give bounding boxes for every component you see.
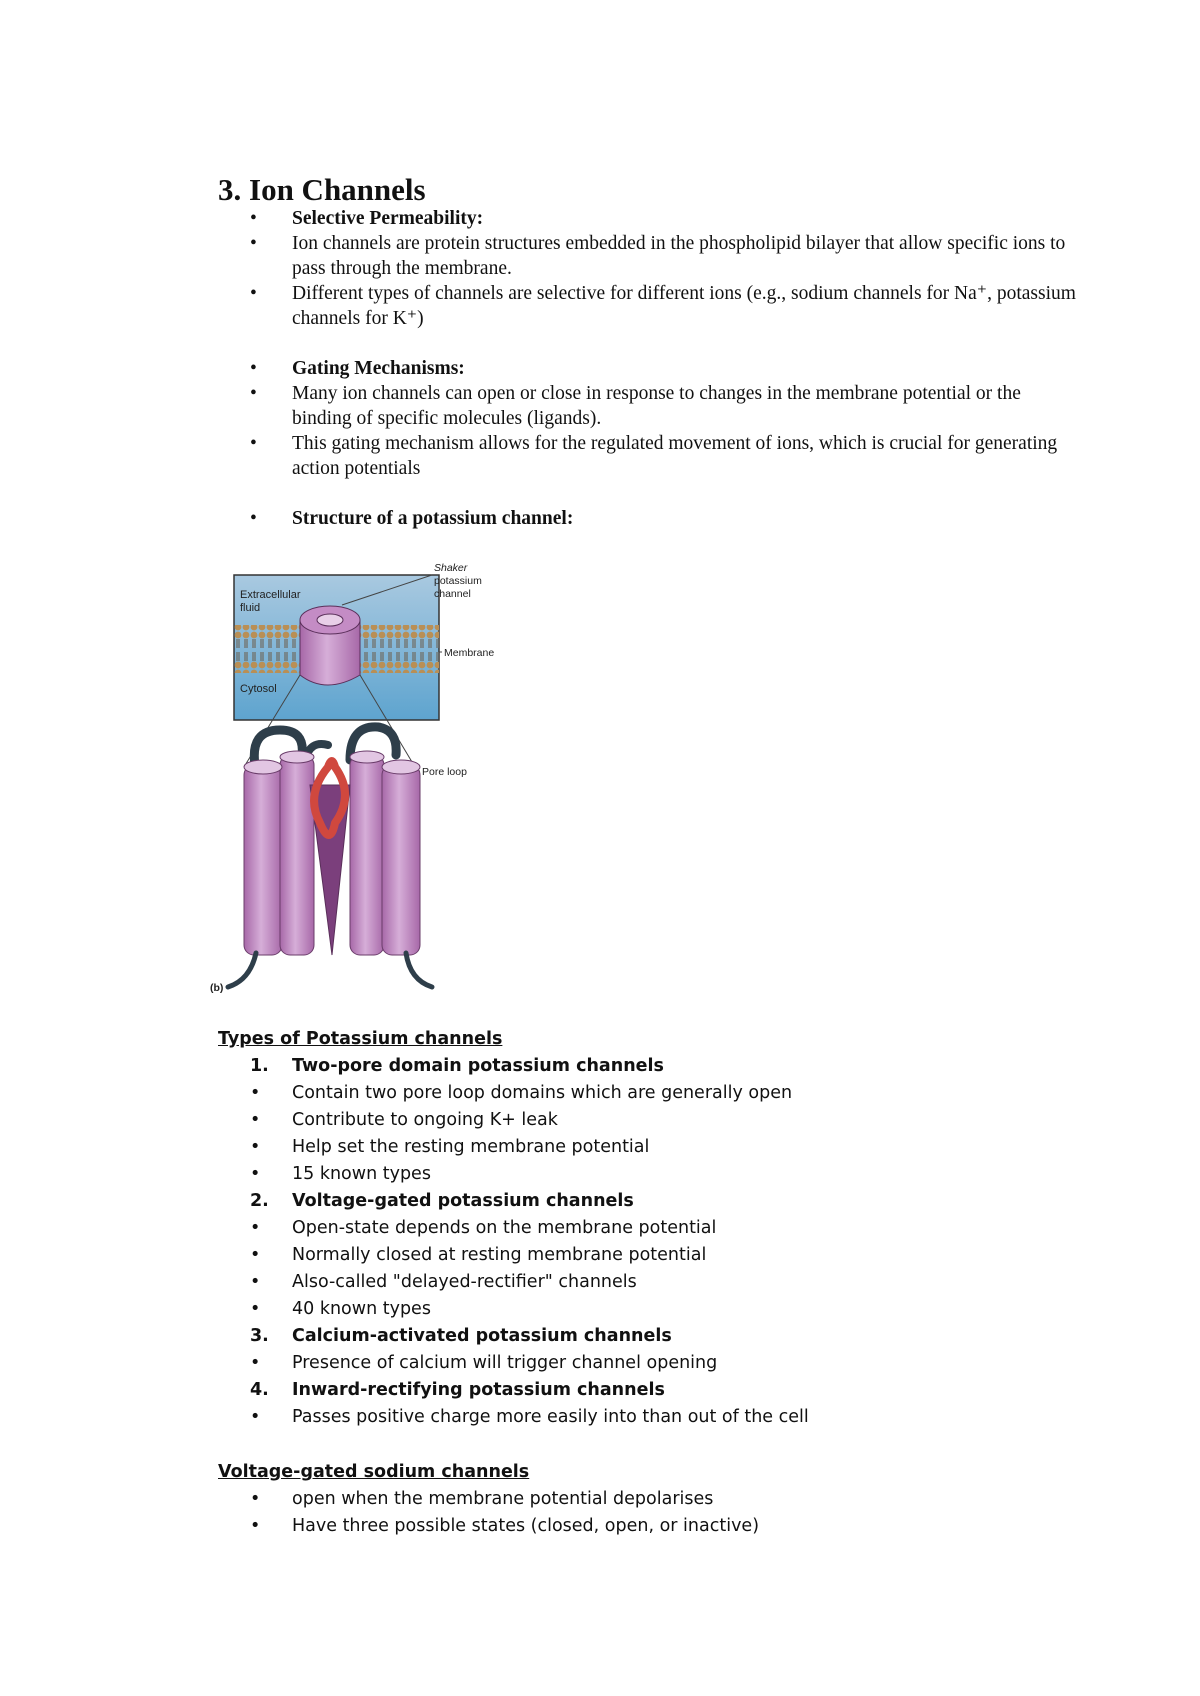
sodium-point-text: open when the membrane potential depolarises	[292, 1489, 714, 1509]
bullet-icon: •	[250, 1164, 261, 1184]
bullet-icon: •	[250, 358, 257, 379]
bullet-icon: •	[250, 508, 257, 529]
intro-list-text: Different types of channels are selective for different ions (e.g., sodium channels for Na⁺, potassium channels for K⁺)	[292, 283, 1076, 329]
enlarged-channel	[228, 727, 432, 987]
potassium-type-item	[0, 1296, 1080, 1323]
bullet-icon: •	[250, 1245, 261, 1265]
bullet-icon: •	[250, 1110, 261, 1130]
bullet-icon: •	[250, 1299, 261, 1319]
potassium-type-item	[0, 1242, 1080, 1269]
potassium-type-text: Open-state depends on the membrane potential	[292, 1218, 717, 1238]
bullet-icon: •	[250, 1083, 261, 1103]
potassium-type-item	[0, 1269, 1080, 1296]
list-number: 3.	[250, 1326, 269, 1346]
intro-list-item	[0, 381, 1080, 431]
potassium-type-text: 15 known types	[292, 1164, 431, 1184]
potassium-type-item	[0, 1350, 1080, 1377]
list-number: 2.	[250, 1191, 269, 1211]
potassium-type-item	[0, 1323, 1080, 1350]
potassium-type-item	[0, 1377, 1080, 1404]
intro-list-item	[0, 281, 1080, 331]
intro-list-item	[0, 431, 1080, 481]
potassium-channel-figure	[210, 555, 540, 1000]
types-heading: Types of Potassium channels	[218, 1029, 503, 1049]
intro-list-text: Ion channels are protein structures embedded in the phospholipid bilayer that allow specific ions to pass through the membrane.	[292, 233, 1066, 279]
sodium-point-text: Have three possible states (closed, open, or inactive)	[292, 1516, 760, 1536]
potassium-type-text: Normally closed at resting membrane potential	[292, 1245, 707, 1265]
intro-list-text: Gating Mechanisms:	[292, 358, 465, 379]
sodium-heading: Voltage-gated sodium channels	[218, 1462, 530, 1482]
list-number: 1.	[250, 1056, 269, 1076]
potassium-type-item	[0, 1215, 1080, 1242]
potassium-type-item	[0, 1404, 1080, 1431]
bullet-icon: •	[250, 1407, 261, 1427]
intro-list-item	[0, 206, 1080, 231]
bullet-icon: •	[250, 233, 257, 254]
sodium-point-item	[0, 1486, 1080, 1513]
bullet-icon: •	[250, 1137, 261, 1157]
bullet-icon: •	[250, 208, 257, 229]
page-title: 3. Ion Channels	[218, 172, 426, 207]
shaker-label-line1: Shaker	[434, 562, 468, 574]
shaker-label-line2: potassium	[434, 575, 482, 587]
intro-list-text: This gating mechanism allows for the regulated movement of ions, which is crucial for generating action potentials	[292, 433, 1058, 479]
potassium-type-text: Calcium-activated potassium channels	[292, 1326, 672, 1346]
potassium-type-text: Help set the resting membrane potential	[292, 1137, 650, 1157]
intro-list-text: Many ion channels can open or close in response to changes in the membrane potential or the binding of specific molecules (ligands).	[292, 383, 1021, 429]
channel-cylinder	[300, 606, 360, 685]
potassium-type-item	[0, 1188, 1080, 1215]
shaker-label-line3: channel	[434, 588, 471, 600]
sodium-list	[0, 1486, 1080, 1540]
potassium-type-item	[0, 1161, 1080, 1188]
potassium-type-text: Voltage-gated potassium channels	[292, 1191, 634, 1211]
sodium-point-item	[0, 1513, 1080, 1540]
membrane-label: Membrane	[444, 647, 495, 659]
bullet-icon: •	[250, 383, 257, 404]
extracellular-label: Extracellular	[240, 589, 301, 601]
potassium-type-text: Passes positive charge more easily into than out of the cell	[292, 1407, 809, 1427]
potassium-types-list	[0, 1053, 1080, 1431]
potassium-type-item	[0, 1134, 1080, 1161]
bullet-icon: •	[250, 1272, 261, 1292]
potassium-channel-diagram	[210, 555, 540, 1000]
potassium-type-text: Contain two pore loop domains which are generally open	[292, 1083, 793, 1103]
intro-list-text: Structure of a potassium channel:	[292, 508, 574, 529]
bullet-icon: •	[250, 1218, 261, 1238]
bullet-icon: •	[250, 433, 257, 454]
intro-bullet-list	[0, 206, 1080, 531]
potassium-type-item	[0, 1107, 1080, 1134]
list-number: 4.	[250, 1380, 269, 1400]
bullet-icon: •	[250, 1516, 261, 1536]
bullet-icon: •	[250, 1353, 261, 1373]
potassium-type-text: Two-pore domain potassium channels	[292, 1056, 664, 1076]
intro-list-item	[0, 231, 1080, 281]
potassium-type-text: Also-called "delayed-rectifier" channels	[292, 1272, 637, 1292]
cytosol-label: Cytosol	[240, 683, 277, 695]
panel-b-label: (b)	[210, 982, 224, 994]
potassium-type-text: Contribute to ongoing K+ leak	[292, 1110, 558, 1130]
bullet-icon: •	[250, 283, 257, 304]
potassium-type-text: Inward-rectifying potassium channels	[292, 1380, 665, 1400]
fluid-label: fluid	[240, 602, 261, 614]
potassium-type-text: Presence of calcium will trigger channel opening	[292, 1353, 718, 1373]
potassium-type-text: 40 known types	[292, 1299, 431, 1319]
intro-list-item	[0, 506, 1080, 531]
potassium-type-item	[0, 1080, 1080, 1107]
potassium-type-item	[0, 1053, 1080, 1080]
pore-loop-label: Pore loop	[422, 766, 467, 778]
intro-list-text: Selective Permeability:	[292, 208, 484, 229]
bullet-icon: •	[250, 1489, 261, 1509]
intro-list-item	[0, 356, 1080, 381]
